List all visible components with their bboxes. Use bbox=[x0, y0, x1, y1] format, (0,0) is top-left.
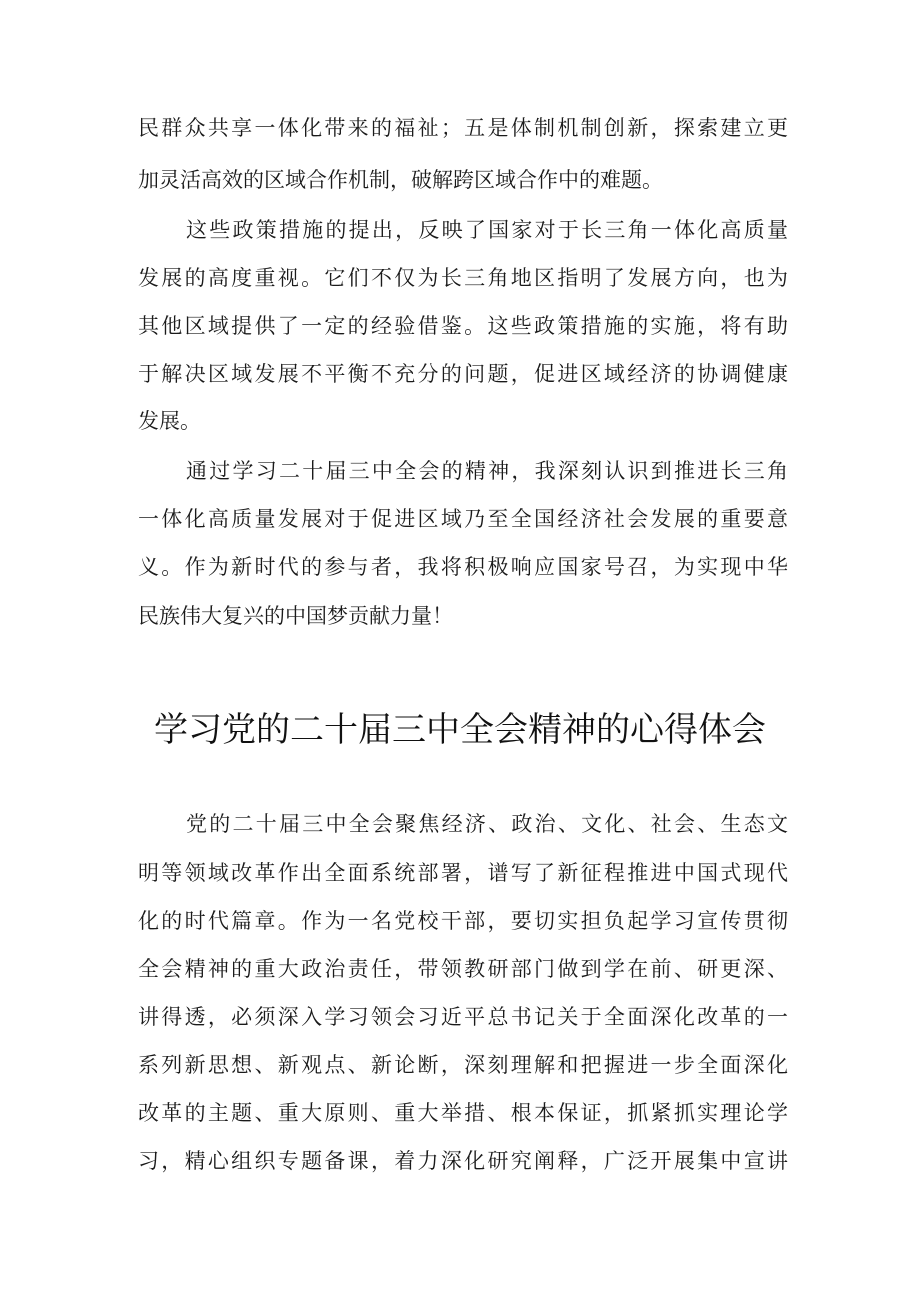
text-line: 一体化高质量发展对于促进区域乃至全国经济社会发展的重要意 bbox=[138, 507, 788, 531]
text-line: 讲得透，必须深入学习领会习近平总书记关于全面深化改革的一 bbox=[138, 1005, 788, 1029]
text-line: 系列新思想、新观点、新论断，深刻理解和把握进一步全面深化 bbox=[138, 1053, 788, 1077]
text-line: 义。作为新时代的参与者，我将积极响应国家号召，为实现中华 bbox=[138, 555, 788, 579]
text-line: 全会精神的重大政治责任，带领教研部门做到学在前、研更深、 bbox=[138, 957, 788, 981]
text-line: 明等领域改革作出全面系统部署，谱写了新征程推进中国式现代 bbox=[138, 861, 788, 885]
text-line: 改革的主题、重大原则、重大举措、根本保证，抓紧抓实理论学 bbox=[138, 1101, 788, 1125]
text-line: 民族伟大复兴的中国梦贡献力量！ bbox=[138, 604, 453, 628]
text-line: 其他区域提供了一定的经验借鉴。这些政策措施的实施，将有助 bbox=[138, 314, 788, 338]
text-line: 加灵活高效的区域合作机制，破解跨区域合作中的难题。 bbox=[138, 168, 663, 192]
text-line: 化的时代篇章。作为一名党校干部，要切实担负起学习宣传贯彻 bbox=[138, 909, 788, 933]
text-line: 于解决区域发展不平衡不充分的问题，促进区域经济的协调健康 bbox=[138, 362, 788, 386]
text-line: 民群众共享一体化带来的福祉；五是体制机制创新，探索建立更 bbox=[138, 116, 788, 140]
text-line: 发展的高度重视。它们不仅为长三角地区指明了发展方向，也为 bbox=[138, 266, 788, 290]
text-line: 这些政策措施的提出，反映了国家对于长三角一体化高质量 bbox=[186, 218, 788, 242]
text-line: 通过学习二十届三中全会的精神，我深刻认识到推进长三角 bbox=[186, 459, 788, 483]
text-line: 发展。 bbox=[138, 409, 201, 433]
text-line: 党的二十届三中全会聚焦经济、政治、文化、社会、生态文 bbox=[186, 812, 788, 836]
text-line: 习，精心组织专题备课，着力深化研究阐释，广泛开展集中宣讲 bbox=[138, 1149, 788, 1173]
section-title: 学习党的二十届三中全会精神的心得体会 bbox=[154, 710, 766, 750]
